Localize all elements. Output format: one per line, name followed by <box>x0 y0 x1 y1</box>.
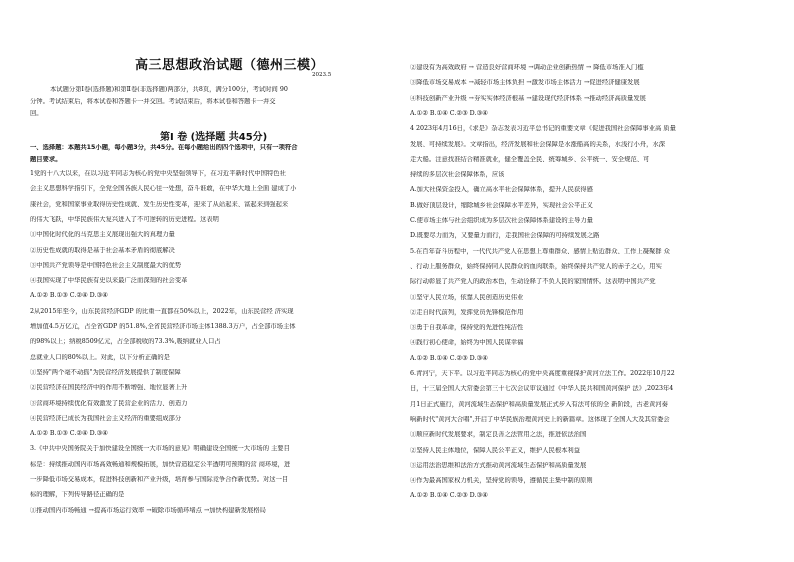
question-text-line: ④我国实现了中华民族有史以来最广泛而深刻的社会变革 <box>30 277 188 285</box>
question-text-line: 的伟大飞跃，中华民族伟大复兴进入了不可逆转的历史进程。这表明 <box>30 215 219 223</box>
section-title: 第Ⅰ 卷 (选择题 共45分) <box>160 132 268 143</box>
intro-line: 回。 <box>30 110 43 117</box>
section-instructions: 一、选择题：本题共15小题，每小题3分，共45分。在每小题给出的四个选项中，只有一项符合 <box>30 144 298 151</box>
question-text-line: 发展、可持续发展》。文章指出，经济发展和社会保障是水涨船高的关系，水浅行小舟，水深 <box>410 140 666 148</box>
question-text-line: A.加大社保资金投入，确立高水平社会保障体系，提升人民获得感 <box>410 186 593 194</box>
question-text-line: 总就业人口的80%以上。对此，以下分析正确的是 <box>30 353 170 361</box>
question-text-line: 日，十三届全国人大常委会第三十七次会议审议通过《中华人民共和国黄河保护 法》,2023年4 <box>410 385 674 393</box>
question-text-line: B.做好顶层设计，缩除城乡社会保障水平差异，实现社会公平正义 <box>410 201 593 209</box>
question-text-line: 一步降低市场交易成本，促进科技创新和产业升级，培育参与国际竞争合作新优势。对这一目 <box>30 476 289 483</box>
question-text-line: ②坚持人民主体地位，保障人民公平正义，维护人民根本利益 <box>410 446 581 454</box>
question-text-line: 响新时代"黄河大合唱",开启了中华民族治理黄河史上的新篇章。这体现了全国人大及其常委会 <box>410 415 670 423</box>
question-text-line: ②历史性成就的取得是基于社会基本矛盾的彻底解决 <box>30 246 175 254</box>
question-text-line: A.①② B.①④ C.②③ D.③④ <box>410 492 488 500</box>
question-text-line: A.①② B.①④ C.②③ D.③④ <box>410 354 488 362</box>
question-text-line: A.①② B.①④ C.②③ D.③④ <box>410 109 488 117</box>
question-text-line: 走大船。注意找准结合精准就业，健全覆盖全民、统筹城乡、公平统一、安全规范、可 <box>410 155 650 163</box>
question-text-line: ②民营经济在国民经济中的作用不断增强、地位显著上升 <box>30 384 188 392</box>
intro-line: 本试题分第Ⅰ卷(选择题)和第Ⅱ卷(非选择题)两部分，共8页，满分100分，考试时间 90 <box>50 86 288 93</box>
question-text-line: C.使市场主体与社会组织成为多层次社会保障体系建设的主导力量 <box>410 217 593 224</box>
question-text-line: ②走自时代前列，发挥党员先锋模范作用 <box>410 308 524 316</box>
question-text-line: A.①② B.①③ C.②④ D.③④ <box>30 430 108 438</box>
question-text-line: ④科技创新产业升级 →夯实实体经济根基 →建设现代经济体系 →推动经济高质量发展 <box>410 94 646 102</box>
question-text-line: 1党的十八大以来，在以习近平同志为核心的党中央坚强领导下，在习近平新时代中国特色社 <box>30 170 286 177</box>
question-text-line: 会主义思想科学指引下，全党全国各族人民心往一处想，奋斗谁敢，在中华大地上全面 建成了小 <box>30 185 297 193</box>
question-text-line: ①坚持"两个毫不动摇"为民营经济发展提供了制度保障 <box>30 368 181 376</box>
question-text-line: 4 2023年4月16日，《求是》杂志发表习近平总书记的重要文章《促进我国社会保障事业高 质量 <box>410 125 676 133</box>
question-text-line: 标的理解，下列传导路径正确的是 <box>30 491 125 499</box>
question-text-line: 的98%以上；纳税8509亿元，占全部税收的73.3%,吸纳就业人口占 <box>30 338 221 346</box>
question-text-line: 6.青河宁，天下平。以习近平同志为核心的党中央高度重视保护黄河立法工作。2022年10月22 <box>410 370 675 377</box>
section-instructions: 题目要求。 <box>30 156 62 163</box>
question-text-line: 际行动彰显了共产党人的政治本色，生动诠释了不负人民的家国情怀。这表明中国共产党 <box>410 278 656 286</box>
exam-title: 高三思想政治试题（德州三模） <box>135 58 325 73</box>
question-text-line: ③营商环境持续优化有效激发了民营企业的活力、创造力 <box>30 399 188 407</box>
question-text-line: D.既要尽力而为，又要量力而行，走我国社会保障的可持续发展之路 <box>410 232 600 240</box>
question-text-line: ④民营经济已成长为我国社会主义经济的重要组成部分 <box>30 414 182 422</box>
question-text-line: 2从2015年至今，山东民营经济GDP 的比重一直都在50%以上，2022年，山东民营经 济实现 <box>30 307 294 315</box>
question-text-line: 5.在百年奋斗历程中，一代代共产党人在思想上尊重群众、感情上贴近群众、工作上凝聚群 众 <box>410 247 670 255</box>
question-text-line: ③勇于自我革命，保持党的先进性纯洁性 <box>410 324 524 332</box>
question-text-line: ④作为最高国家权力机关，坚持党的领导，遵循民主集中制的原则 <box>410 477 593 485</box>
question-text-line: ①推动国内市场畅通 →提高市场运行效率 →破除市场循环堵点 →加快构建新发展格局 <box>30 506 266 514</box>
question-text-line: 、行动上服务群众，始终保持同人民群众的血肉联系，始终保持共产党人的赤子之心，用实 <box>410 262 662 270</box>
exam-date: 2023.5 <box>312 72 332 78</box>
question-text-line: 持续的多层次社会保障体系，应该 <box>410 171 505 179</box>
question-text-line: 康社会，党和国家事业取得历史性成就、发生历史性变革，迎来了从站起来、富起来到强起来 <box>30 200 289 208</box>
question-text-line: ①顺应新时代发展要求，制定良善之法管用之法，推进依法治国 <box>410 431 587 439</box>
question-text-line: 月1日正式施行，黄河流域生态保护和高质量发展正式步入有法可依的全 新阶段，古老黄河奏 <box>410 400 668 408</box>
intro-line: 分钟。考试结束后，将本试卷和答题卡一并交回。考试结束后，将本试卷和答题卡一并交 <box>30 98 276 105</box>
question-text-line: ②建设有为高效政府 → 营造良好营商环境 →调动企业创新热情 → 降低市场准入门槛 <box>410 64 644 71</box>
question-text-line: ③中国共产党领导是中国特色社会主义制度最大的优势 <box>30 261 182 269</box>
question-text-line: 增加值4.5万亿元，占全省GDP 的51.8%,全省民营经济市场主体1388.3万户，占全部市场主体 <box>30 323 296 330</box>
question-text-line: ③运用法治思维和法治方式推动黄河流域生态保护和高质量发展 <box>410 461 587 469</box>
question-text-line: 3.《中共中央国务院关于加快建设全国统一大市场的意见》明确建设全国统一大市场的 主要目 <box>30 445 290 453</box>
question-text-line: A.①② B.①③ C.②④ D.③④ <box>30 292 108 300</box>
question-text-line: ③降低市场交易成本 →减轻市场主体负担 →激发市场主体活力 →促进经济健康发展 <box>410 79 640 87</box>
question-text-line: 标是：持续推动国内市场高效畅通和规模拓展，加快营造稳定公平透明可预期的营 商环境，进 <box>30 460 291 468</box>
question-text-line: ④践行初心使命，始终为中国人民谋幸福 <box>410 339 524 347</box>
question-text-line: ①坚守人民立场，依靠人民创造历史伟业 <box>410 293 524 301</box>
question-text-line: ①中国化时代化的马克思主义展现出强大的真理力量 <box>30 231 175 239</box>
